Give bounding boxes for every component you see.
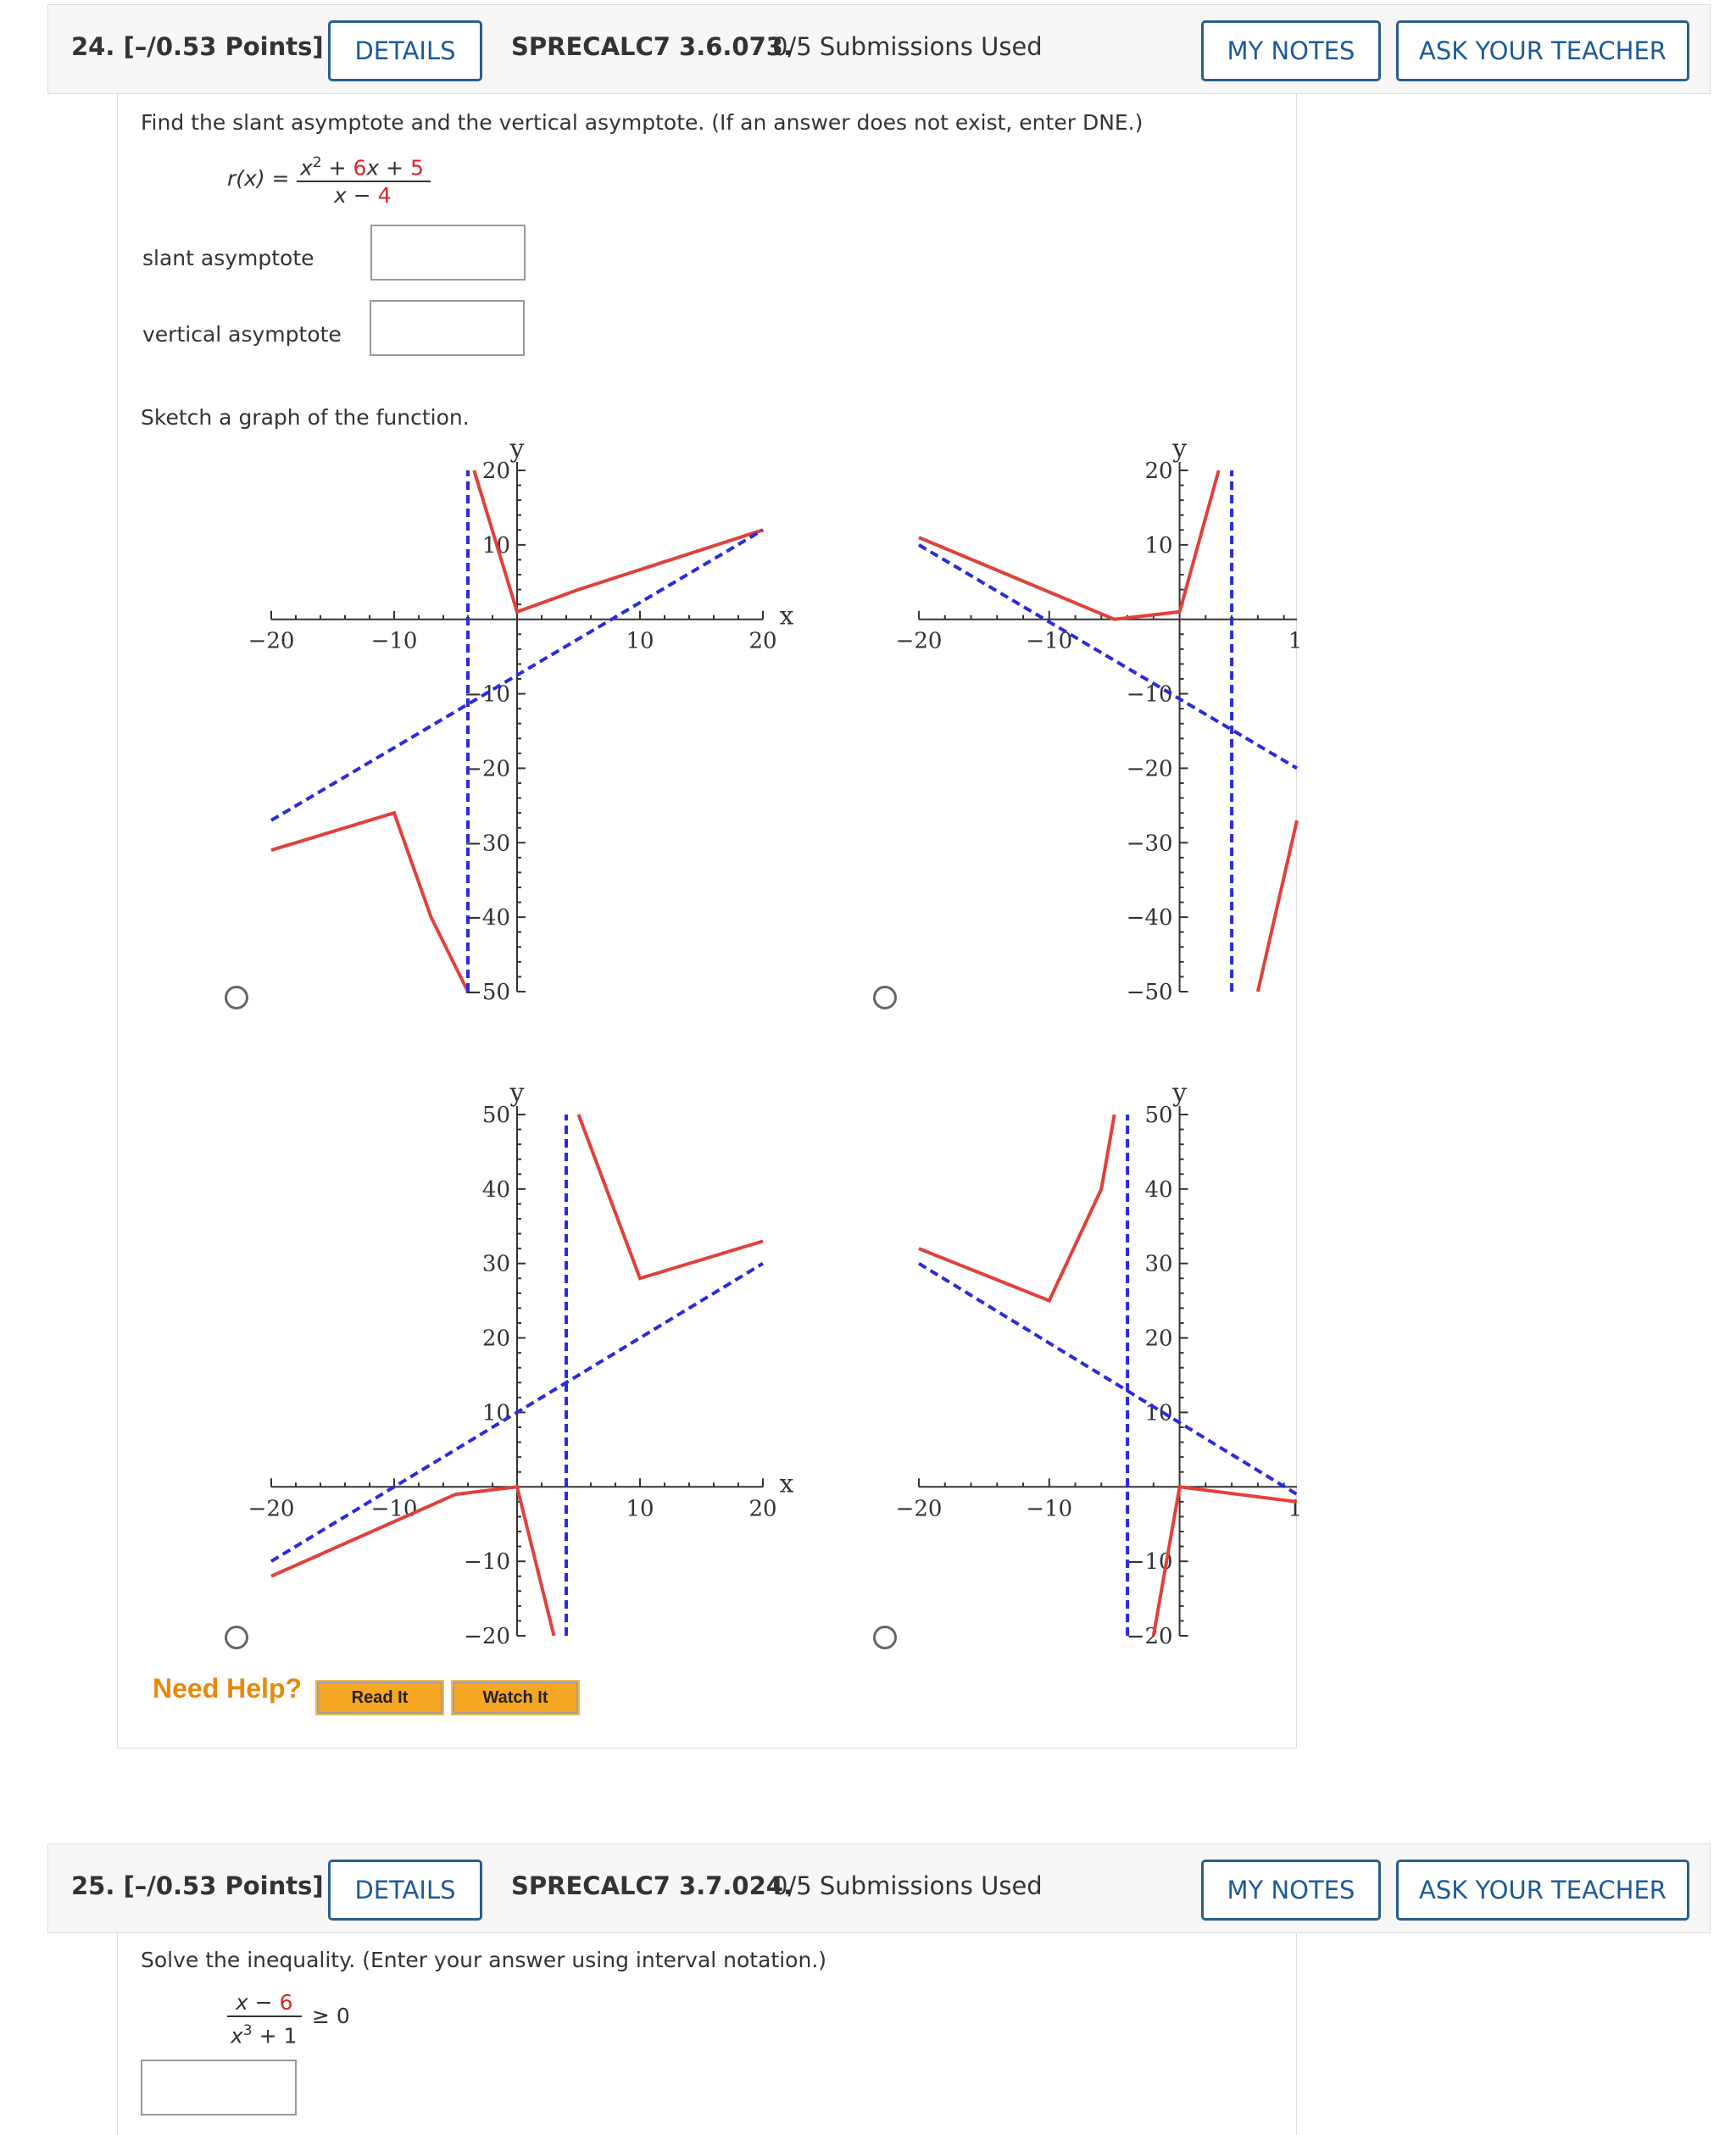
- q24-details-button[interactable]: DETAILS: [328, 20, 482, 81]
- option-4-y-tick-label: 40: [1144, 1176, 1173, 1203]
- option-3-x-tick-label: −20: [248, 1496, 295, 1522]
- option-4-curve: [919, 1115, 1115, 1301]
- option-1-y-tick-label: 10: [481, 532, 510, 559]
- graph-option-3: [246, 1076, 839, 1653]
- q25-ask-teacher-button[interactable]: ASK YOUR TEACHER: [1396, 1860, 1689, 1921]
- option-4-y-tick-label: 50: [1144, 1103, 1173, 1128]
- option-2-curve: [919, 470, 1219, 620]
- option-4-x-tick-label: −20: [895, 1496, 943, 1522]
- option-1-x-tick-label: 20: [748, 628, 777, 654]
- option-3-y-tick-label: 20: [481, 1326, 510, 1352]
- q24-code: SPRECALC7 3.6.073.: [511, 32, 793, 61]
- option-2-curve: [1258, 820, 1297, 992]
- graph-option-1-radio[interactable]: [225, 986, 248, 1009]
- graph-option-4: [895, 1076, 1303, 1653]
- q24-fraction-bar: [297, 181, 431, 182]
- graph-option-2-radio[interactable]: [873, 986, 897, 1009]
- q24-slant-input[interactable]: [370, 225, 526, 281]
- option-4-y-tick-label: −10: [1126, 1549, 1173, 1576]
- option-2-y-axis-label: y: [1172, 434, 1188, 464]
- option-2-y-tick-label: 20: [1144, 459, 1173, 484]
- option-2-y-tick-label: −30: [1126, 831, 1173, 857]
- option-3-y-tick-label: 50: [481, 1103, 510, 1128]
- option-4-y-tick-label: 10: [1144, 1400, 1173, 1426]
- option-1-x-tick-label: −10: [370, 628, 418, 654]
- graph-option-3-radio[interactable]: [225, 1626, 248, 1649]
- q25-inequality-denominator: $x^3 + 1$: [231, 2022, 298, 2049]
- q24-function-denominator: x − 4: [334, 183, 392, 208]
- option-4-x-tick-label: −10: [1026, 1496, 1073, 1522]
- q24-my-notes-button[interactable]: MY NOTES: [1201, 20, 1381, 81]
- graph-option-1: [246, 432, 839, 1009]
- option-1-x-tick-label: 10: [626, 628, 654, 654]
- option-3-y-tick-label: −10: [464, 1549, 510, 1576]
- q24-function-lhs: r(x) =: [227, 166, 290, 191]
- option-1-y-tick-label: −40: [464, 905, 510, 931]
- option-2-x-tick-label: −10: [1026, 628, 1073, 654]
- q25-inequality-numerator: x − 6: [236, 1990, 293, 2015]
- option-1-y-tick-label: −20: [464, 756, 510, 782]
- option-3-y-axis-label: y: [509, 1078, 525, 1108]
- option-3-y-tick-label: 10: [481, 1400, 510, 1426]
- option-2-y-tick-label: −10: [1126, 681, 1173, 708]
- option-3-x-tick-label: 10: [626, 1496, 654, 1522]
- option-1-y-tick-label: −30: [464, 831, 510, 857]
- need-help-label: Need Help?: [153, 1673, 303, 1704]
- option-2-x-tick-label: 1: [1288, 628, 1303, 654]
- option-1-x-axis-label: x: [779, 601, 794, 631]
- graph-option-4-radio[interactable]: [873, 1626, 897, 1649]
- option-4-y-axis-label: y: [1172, 1078, 1188, 1108]
- option-4-asymptote: [919, 1264, 1297, 1494]
- option-3-x-tick-label: −10: [370, 1496, 418, 1522]
- q25-header: [47, 1843, 1711, 1933]
- option-1-y-tick-label: −10: [464, 681, 510, 708]
- option-1-x-tick-label: −20: [248, 628, 295, 654]
- option-3-x-tick-label: 20: [748, 1496, 777, 1522]
- q25-my-notes-button[interactable]: MY NOTES: [1201, 1860, 1381, 1921]
- q25-instructions: Solve the inequality. (Enter your answer using interval notation.): [141, 1948, 827, 1972]
- option-2-asymptote: [919, 545, 1297, 769]
- q24-ask-teacher-button[interactable]: ASK YOUR TEACHER: [1396, 20, 1689, 81]
- q24-vertical-label: vertical asymptote: [142, 322, 342, 347]
- q25-code: SPRECALC7 3.7.024.: [511, 1871, 793, 1900]
- option-1-y-tick-label: 20: [481, 459, 510, 484]
- q25-submissions: 0/5 Submissions Used: [772, 1871, 1043, 1900]
- option-3-y-tick-label: 40: [481, 1176, 510, 1203]
- q24-number-points: 24. [–/0.53 Points]: [71, 32, 324, 61]
- q24-function-numerator: $x^2 + 6x + 5$: [300, 154, 424, 181]
- q25-inequality-relation: ≥ 0: [312, 2004, 350, 2028]
- graph-option-2: [895, 432, 1303, 1009]
- option-1-y-tick-label: −50: [464, 980, 510, 1005]
- option-3-y-tick-label: 30: [481, 1251, 510, 1277]
- option-4-y-tick-label: −20: [1126, 1624, 1173, 1649]
- q24-header: [47, 4, 1711, 94]
- q24-slant-label: slant asymptote: [142, 246, 314, 270]
- option-2-x-tick-label: −20: [895, 628, 943, 654]
- q24-sketch-prompt: Sketch a graph of the function.: [141, 405, 470, 430]
- option-4-y-tick-label: 20: [1144, 1326, 1173, 1352]
- q25-fraction-bar: [227, 2015, 302, 2017]
- q24-instructions: Find the slant asymptote and the vertical asymptote. (If an answer does not exist, enter DNE.): [141, 110, 1143, 135]
- q25-answer-input[interactable]: [141, 2060, 297, 2116]
- option-3-y-tick-label: −20: [464, 1624, 510, 1649]
- q24-submissions: 0/5 Submissions Used: [772, 32, 1043, 61]
- option-4-x-tick-label: 1: [1288, 1496, 1303, 1522]
- option-3-curve: [579, 1115, 764, 1278]
- option-2-y-tick-label: 10: [1144, 532, 1173, 559]
- option-2-y-tick-label: −50: [1126, 980, 1173, 1005]
- read-it-button[interactable]: Read It: [317, 1682, 442, 1714]
- option-4-curve: [1154, 1487, 1297, 1636]
- watch-it-button[interactable]: Watch It: [453, 1682, 578, 1714]
- option-1-curve: [271, 813, 468, 992]
- option-3-x-axis-label: x: [779, 1469, 794, 1499]
- q25-details-button[interactable]: DETAILS: [328, 1860, 482, 1921]
- q25-number-points: 25. [–/0.53 Points]: [71, 1871, 324, 1900]
- option-2-y-tick-label: −20: [1126, 756, 1173, 782]
- option-4-y-tick-label: 30: [1144, 1251, 1173, 1277]
- q24-vertical-input[interactable]: [370, 300, 525, 356]
- option-1-y-axis-label: y: [509, 434, 525, 464]
- option-2-y-tick-label: −40: [1126, 905, 1173, 931]
